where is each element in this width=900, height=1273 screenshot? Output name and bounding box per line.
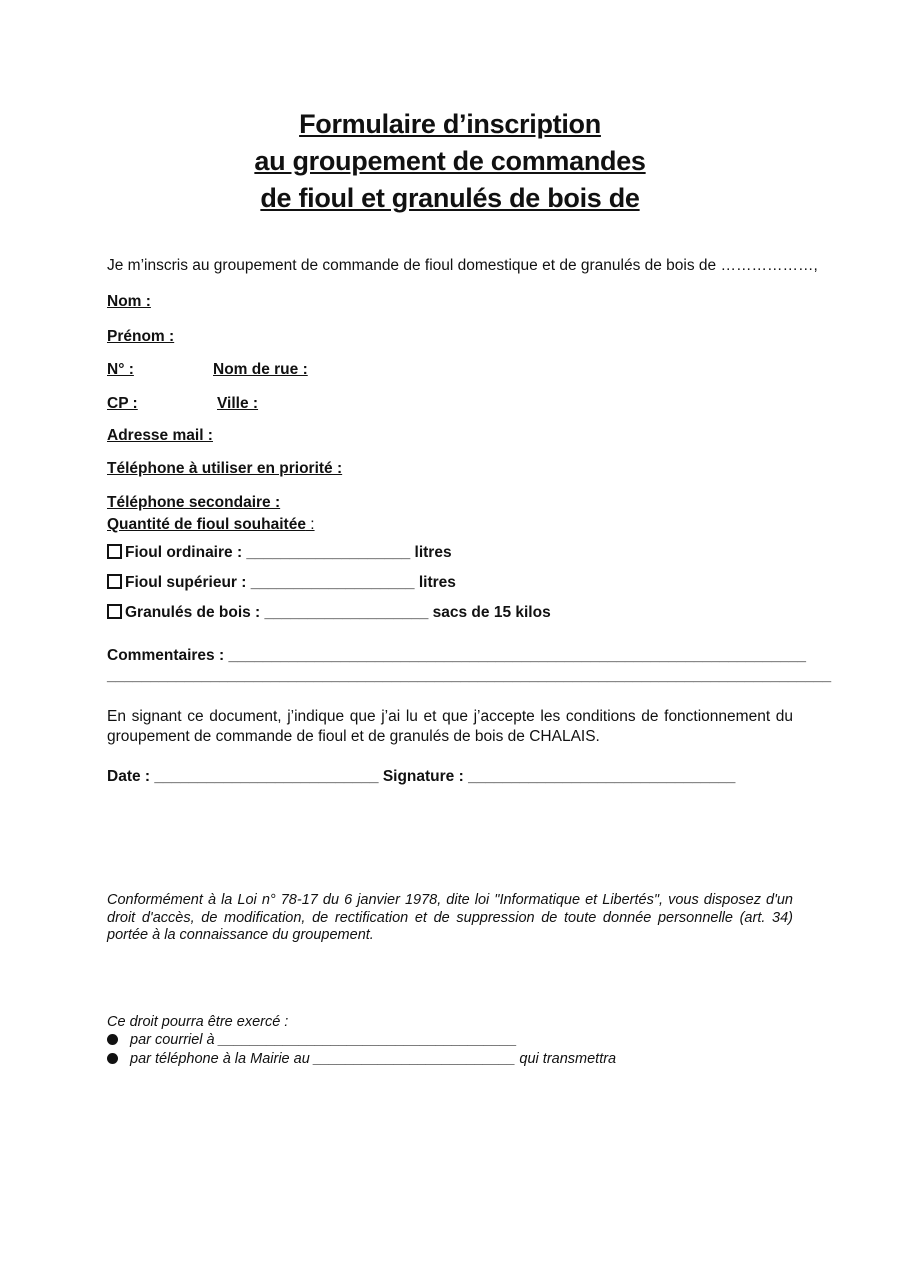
signature-label: Signature : bbox=[378, 768, 469, 785]
title-line-3: de fioul et granulés de bois de bbox=[260, 183, 640, 213]
comments-row bbox=[107, 647, 806, 665]
date-blank[interactable]: __________________________ bbox=[154, 768, 379, 785]
comments-label: Commentaires : bbox=[107, 647, 229, 664]
option-unit: litres bbox=[410, 544, 452, 561]
option-granules-bois bbox=[107, 604, 551, 622]
granules-bois-checkbox[interactable] bbox=[107, 604, 122, 619]
prenom-label: Prénom : bbox=[107, 328, 175, 345]
quantite-heading bbox=[107, 516, 315, 534]
telephone-secondaire-label: Téléphone secondaire : bbox=[107, 494, 281, 511]
fioul-superieur-checkbox[interactable] bbox=[107, 574, 122, 589]
numero-label: N° : bbox=[107, 361, 134, 378]
rights-item-text: par courriel à _____________________________________ bbox=[130, 1032, 518, 1048]
rights-item-courriel bbox=[107, 1032, 517, 1048]
telephone-prioritaire-label: Téléphone à utiliser en priorité : bbox=[107, 460, 343, 477]
signature-blank[interactable]: _______________________________ bbox=[468, 768, 736, 785]
rights-item-text: par téléphone à la Mairie au _________________________ qui transmettra bbox=[130, 1051, 617, 1067]
option-label: Granulés de bois : bbox=[125, 604, 265, 621]
quantite-colon: : bbox=[305, 516, 315, 533]
legal-notice: Conformément à la Loi n° 78-17 du 6 janvier 1978, dite loi "Informatique et Libertés", vous disposez d'un droit d'accès, de modification, de rectification et de suppression de toute donnée personnelle (art. 34) portée à la connaissance du groupement. bbox=[107, 892, 793, 943]
nom-rue-label: Nom de rue : bbox=[213, 361, 308, 378]
option-label: Fioul ordinaire : bbox=[125, 544, 247, 561]
signature-row bbox=[107, 768, 735, 786]
title-line-1: Formulaire d’inscription bbox=[299, 109, 601, 139]
adresse-mail-label: Adresse mail : bbox=[107, 427, 213, 444]
option-unit: sacs de 15 kilos bbox=[428, 604, 551, 621]
fioul-ordinaire-checkbox[interactable] bbox=[107, 544, 122, 559]
nom-label: Nom : bbox=[107, 293, 151, 310]
date-label: Date : bbox=[107, 768, 155, 785]
quantite-label: Quantité de fioul souhaitée bbox=[107, 516, 306, 533]
bullet-icon bbox=[107, 1034, 118, 1045]
conditions-text: En signant ce document, j’indique que j’ai lu et que j’accepte les conditions de fonctionnement du groupement de commande de fioul et de granulés de bois de CHALAIS. bbox=[107, 708, 793, 745]
title-line-2: au groupement de commandes bbox=[254, 146, 646, 176]
rights-item-telephone bbox=[107, 1051, 616, 1067]
bullet-icon bbox=[107, 1053, 118, 1064]
option-fioul-ordinaire bbox=[107, 544, 452, 562]
option-fioul-superieur bbox=[107, 574, 456, 592]
option-blank[interactable]: ___________________ bbox=[264, 604, 429, 621]
option-label: Fioul supérieur : bbox=[125, 574, 251, 591]
intro-text: Je m’inscris au groupement de commande de fioul domestique et de granulés de bois de ………………, bbox=[107, 257, 818, 274]
comments-blank-1[interactable]: ___________________________________________________________________ bbox=[228, 647, 807, 664]
cp-label: CP : bbox=[107, 395, 138, 412]
ville-label: Ville : bbox=[217, 395, 259, 412]
comments-blank-2[interactable]: ____________________________________________________________________________________ bbox=[107, 667, 832, 684]
option-blank[interactable]: ___________________ bbox=[246, 544, 411, 561]
option-blank[interactable]: ___________________ bbox=[250, 574, 415, 591]
rights-intro: Ce droit pourra être exercé : bbox=[107, 1014, 289, 1030]
option-unit: litres bbox=[414, 574, 456, 591]
